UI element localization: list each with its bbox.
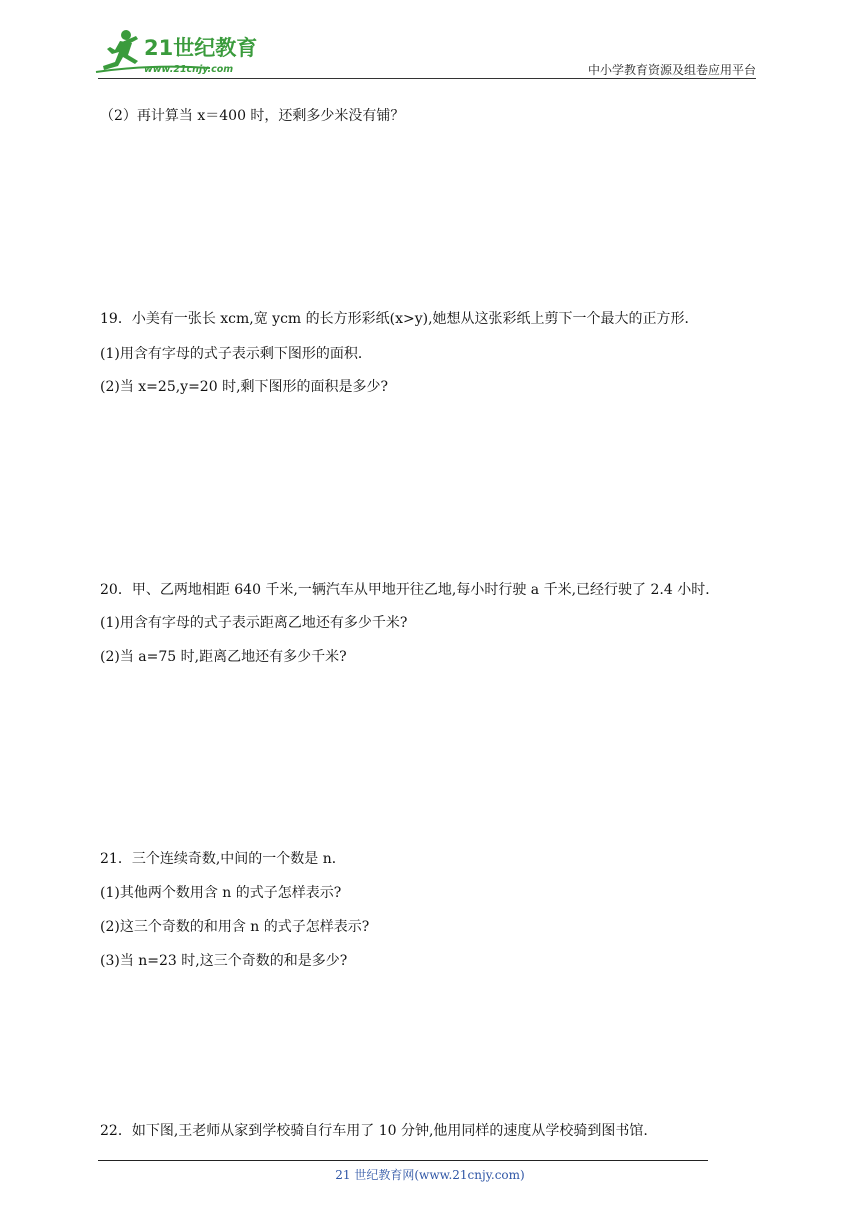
question-21-part-3: (3)当 n=23 时,这三个奇数的和是多少? [100,953,348,969]
runner-icon [103,30,138,70]
question-21-stem: 21．三个连续奇数,中间的一个数是 n． [100,851,346,867]
question-19-stem: 19．小美有一张长 xcm,宽 ycm 的长方形彩纸(x>y),她想从这张彩纸上剪下一个最大的正方形． [100,311,699,327]
question-18-part-2: （2）再计算当 x＝400 时，还剩多少米没有铺？ [100,108,405,124]
question-20-part-2: (2)当 a=75 时,距离乙地还有多少千米? [100,649,347,665]
footer-divider [98,1160,708,1161]
page-header [0,0,860,80]
question-20-stem: 20．甲、乙两地相距 640 千米,一辆汽车从甲地开往乙地,每小时行驶 a 千米,已经行驶了 2.4 小时． [100,582,720,598]
logo-text: 21世纪教育 [144,36,258,60]
question-19-part-2: (2)当 x=25,y=20 时,剩下图形的面积是多少? [100,379,389,395]
question-21-part-1: (1)其他两个数用含 n 的式子怎样表示? [100,885,342,901]
question-21-part-2: (2)这三个奇数的和用含 n 的式子怎样表示? [100,919,370,935]
header-divider [98,78,756,79]
question-22-stem: 22．如下图,王老师从家到学校骑自行车用了 10 分钟,他用同样的速度从学校骑到图书馆. [100,1123,648,1139]
header-platform-text: 中小学教育资源及组卷应用平台 [587,63,756,77]
logo-21cnjy [92,28,262,80]
question-19-part-1: (1)用含有字母的式子表示剩下图形的面积． [100,346,372,362]
question-20-part-1: (1)用含有字母的式子表示距离乙地还有多少千米? [100,615,408,631]
footer-text: 21 世纪教育网(www.21cnjy.com) [335,1168,525,1182]
logo-url: www.21cnjy.com [144,64,234,75]
